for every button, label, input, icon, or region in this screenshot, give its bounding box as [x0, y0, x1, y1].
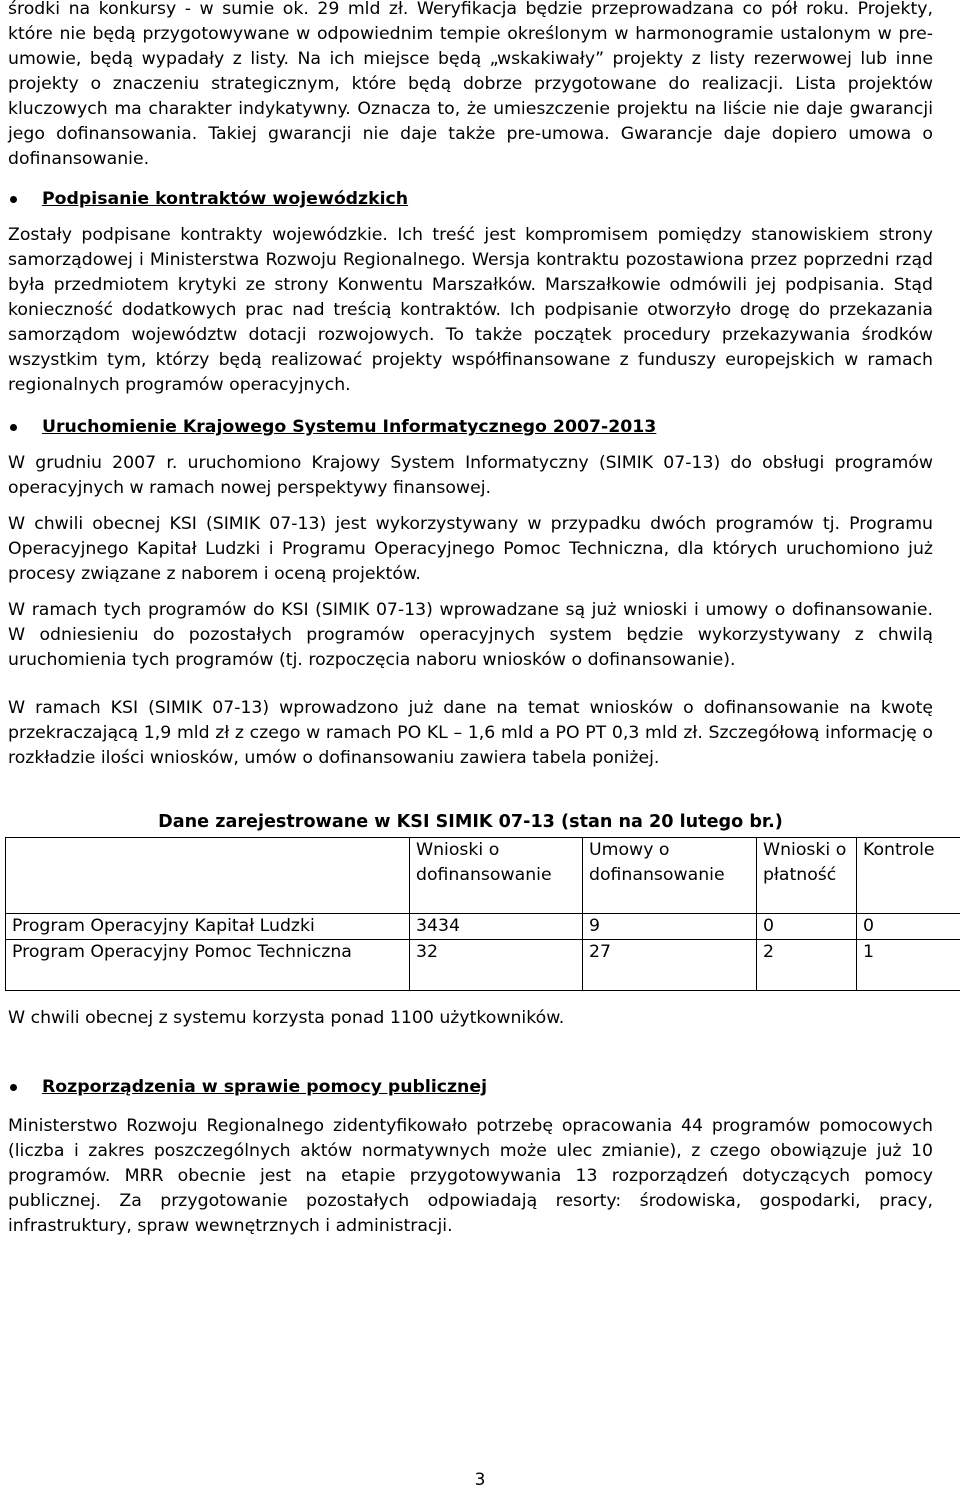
- bullet-icon: [10, 1084, 17, 1091]
- ksi-paragraph-2: W chwili obecnej KSI (SIMIK 07-13) jest wykorzystywany w przypadku dwóch programów tj. Programu Operacyjnego Kapitał Ludzki i Programu Operacyjnego Pomoc Techniczna, dla których uruchomiono już procesy związane z naborem i oceną projektów.: [8, 512, 933, 587]
- table-cell: Program Operacyjny Kapitał Ludzki: [6, 914, 410, 940]
- table-cell: 27: [583, 940, 757, 991]
- table-header-cell: Wnioski o płatność: [757, 838, 857, 914]
- ksi-paragraph-3: W ramach tych programów do KSI (SIMIK 07-13) wprowadzane są już wnioski i umowy o dofinansowanie. W odniesieniu do pozostałych programów operacyjnych system będzie wykorzystywany z chwilą uruchomienia tych programów (tj. rozpoczęcia naboru wniosków o dofinansowanie).: [8, 598, 933, 673]
- ksi-paragraph-1: W grudniu 2007 r. uruchomiono Krajowy System Informatyczny (SIMIK 07-13) do obsługi programów operacyjnych w ramach nowej perspektywy finansowej.: [8, 451, 933, 501]
- table-cell: 0: [757, 914, 857, 940]
- ksi-paragraph-4: W ramach KSI (SIMIK 07-13) wprowadzono już dane na temat wniosków o dofinansowanie na kwotę przekraczającą 1,9 mld zł z czego w ramach PO KL – 1,6 mld a PO PT 0,3 mld zł. Szczegółową informację o rozkładzie ilości wniosków, umów o dofinansowaniu zawiera tabela poniżej.: [8, 696, 933, 771]
- bullet-icon: [10, 424, 17, 431]
- table-header-row: [6, 838, 960, 914]
- users-note: W chwili obecnej z systemu korzysta ponad 1100 użytkowników.: [8, 1006, 933, 1031]
- contracts-paragraph: Zostały podpisane kontrakty wojewódzkie. Ich treść jest kompromisem pomiędzy stanowiskiem strony samorządowej i Ministerstwa Rozwoju Regionalnego. Wersja kontraktu pozostawiona przez poprzedni rząd była przedmiotem krytyki ze strony Konwentu Marszałków. Marszałkowie odmówili jej podpisania. Stąd konieczność dodatkowych prac nad treścią kontraktów. Ich podpisanie otworzyło drogę do przekazania samorządom województw dotacji rozwojowych. To także początek procedury przekazywania środków wszystkim tym, którzy będą realizować projekty współfinansowane z funduszy europejskich w ramach regionalnych programów operacyjnych.: [8, 223, 933, 398]
- bullet-icon: [10, 196, 17, 203]
- table-cell: 32: [410, 940, 583, 991]
- page-number: 3: [0, 1468, 960, 1493]
- table-row: [6, 940, 960, 991]
- table-cell: 3434: [410, 914, 583, 940]
- table-header-cell: Umowy o dofinansowanie: [583, 838, 757, 914]
- section-heading-aid: Rozporządzenia w sprawie pomocy publicznej: [8, 1075, 933, 1100]
- table-cell: Program Operacyjny Pomoc Techniczna: [6, 940, 410, 991]
- section-heading-contracts: Podpisanie kontraktów wojewódzkich: [8, 187, 933, 212]
- section-heading-ksi: Uruchomienie Krajowego Systemu Informatycznego 2007-2013: [8, 415, 933, 440]
- table-cell: 9: [583, 914, 757, 940]
- intro-paragraph: środki na konkursy - w sumie ok. 29 mld zł. Weryfikacja będzie przeprowadzana co pół roku. Projekty, które nie będą przygotowywane w odpowiednim tempie określonym w harmonogramie ustalonym w pre-umowie, będą wypadały z listy. Na ich miejsce będą „wskakiwały” projekty z listy rezerwowej lub inne projekty o znaczeniu strategicznym, które będą dobrze przygotowane do realizacji. Lista projektów kluczowych ma charakter indykatywny. Oznacza to, że umieszczenie projektu na liście nie daje gwarancji jego dofinansowania. Takiej gwarancji nie daje także pre-umowa. Gwarancje daje dopiero umowa o dofinansowanie.: [8, 0, 933, 172]
- ksi-data-table: [5, 837, 960, 991]
- table-cell: 0: [857, 914, 960, 940]
- table-row: [6, 914, 960, 940]
- table-header-cell: [6, 838, 410, 914]
- table-cell: 2: [757, 940, 857, 991]
- table-header-cell: Wnioski o dofinansowanie: [410, 838, 583, 914]
- table-header-cell: Kontrole: [857, 838, 960, 914]
- table-cell: 1: [857, 940, 960, 991]
- aid-paragraph: Ministerstwo Rozwoju Regionalnego zidentyfikowało potrzebę opracowania 44 programów pomocowych (liczba i zakres poszczególnych aktów normatywnych może ulec zmianie), z czego obowiązuje już 10 programów. MRR obecnie jest na etapie przygotowywania 13 rozporządzeń dotyczących pomocy publicznej. Za przygotowanie pozostałych odpowiadają resorty: środowiska, gospodarki, pracy, infrastruktury, spraw wewnętrznych i administracji.: [8, 1114, 933, 1239]
- table-caption: Dane zarejestrowane w KSI SIMIK 07-13 (stan na 20 lutego br.): [8, 810, 933, 835]
